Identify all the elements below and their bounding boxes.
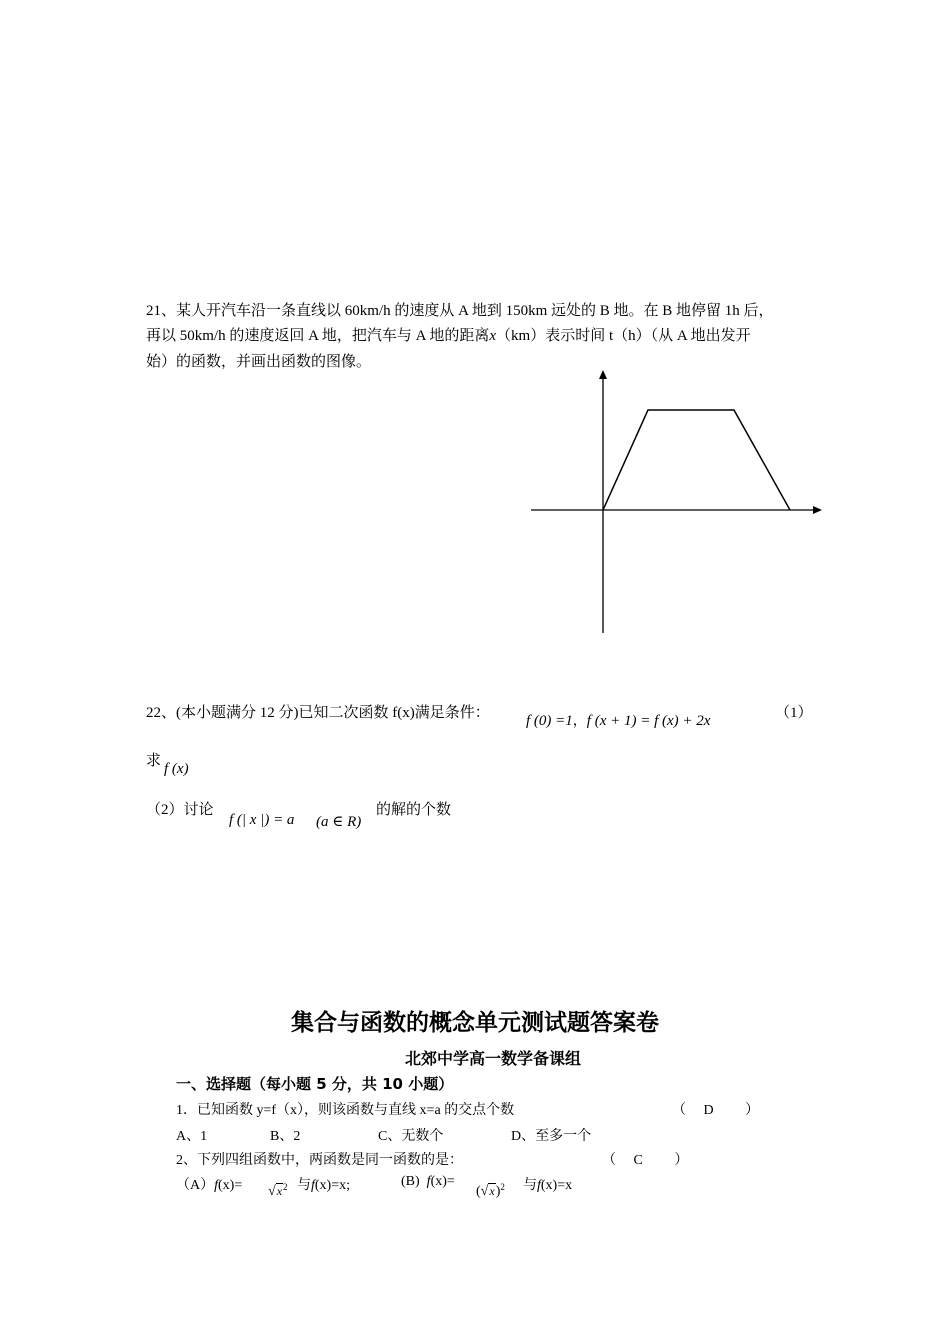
q22-cond2: f (x + 1) = f (x) + 2x: [586, 713, 711, 729]
q21-line3: 始）的函数，并画出函数的图像。: [146, 354, 372, 370]
q2-b-label: (B): [401, 1174, 420, 1189]
q2-a-with: 与: [297, 1178, 311, 1193]
q2-a-label: （A）: [176, 1178, 215, 1193]
q2-a-g: f: [311, 1178, 315, 1193]
q21-line2b: （km）表示时间 t（h）（从 A 地出发开: [496, 328, 751, 344]
q22-conditions: [526, 710, 710, 730]
q2-a-f: f: [214, 1178, 219, 1193]
q1-option-a: A、1: [176, 1129, 208, 1144]
q2-option-b-rhs: [523, 1174, 572, 1194]
q2-answer: （ C ）: [602, 1153, 689, 1168]
q22-part2-expr2: (a ∈ R): [316, 814, 362, 830]
q22-part1-expr: f (x): [164, 761, 189, 777]
q2-option-a-rhs: [297, 1174, 350, 1194]
answer-sheet-subtitle: 北郊中学高一数学备课组: [404, 1049, 581, 1068]
q1-option-b: B、2: [270, 1129, 301, 1144]
q2-b-rhs: (x)=x: [540, 1178, 573, 1193]
q2-b-f: f: [426, 1174, 431, 1189]
trip-curve: [603, 410, 790, 510]
q2-option-a: [176, 1174, 242, 1194]
q22-part1-num: （1）: [775, 705, 813, 721]
q2-b-radicand: x: [489, 1184, 495, 1198]
answer-sheet-title: 集合与函数的概念单元测试题答案卷: [291, 1010, 659, 1036]
q22-part2-label: （2）讨论: [146, 802, 214, 818]
section1-heading: 一、选择题（每小题 5 分，共 10 小题）: [176, 1075, 454, 1093]
q1-answer: （ D ）: [672, 1103, 760, 1118]
sqrt-icon: √: [480, 1184, 489, 1199]
q21-line1: 21、某人开汽车沿一条直线以 60km/h 的速度从 A 地到 150km 远处的 B 地。在 B 地停留 1h 后，: [146, 303, 774, 319]
q2-b-eq: (x)=: [430, 1174, 455, 1189]
q22-cond1: f (0) =1: [526, 713, 573, 729]
q2-a-radicand: x: [276, 1184, 283, 1198]
q22-prefix: 22、(本小题满分 12 分)已知二次函数 f(x)满足条件：: [146, 705, 490, 721]
q2-b-with: 与: [523, 1178, 537, 1193]
q2-b-exp: 2: [500, 1182, 505, 1192]
q22-sep: ，: [572, 714, 587, 729]
q2-a-radical: [268, 1182, 288, 1200]
q22-part2-suffix: 的解的个数: [376, 802, 452, 818]
q2-a-eq: (x)=: [218, 1178, 243, 1193]
q1-option-d: D、至多一个: [511, 1129, 592, 1144]
q2-text: 2、下列四组函数中，两函数是同一函数的是：: [176, 1153, 463, 1168]
q2-a-exp: 2: [283, 1182, 288, 1192]
q2-b-g: f: [537, 1178, 541, 1193]
q2-a-rhs: (x)=x;: [314, 1178, 350, 1193]
q2-option-b: [401, 1174, 455, 1190]
q22-part2-expr1: f (| x |) = a: [229, 812, 295, 828]
q22-part1-word: 求: [146, 753, 162, 769]
q21-line2a: 再以 50km/h 的速度返回 A 地，把汽车与 A 地的距离: [146, 328, 490, 344]
sqrt-icon: √: [268, 1184, 276, 1199]
q2-b-radical: $(√x)^2$: [476, 1182, 505, 1199]
q21-var: x: [489, 328, 497, 344]
q1-text: 1．已知函数 y=f（x），则该函数与直线 x=a 的交点个数: [176, 1103, 515, 1118]
q1-option-c: C、无数个: [378, 1129, 444, 1144]
